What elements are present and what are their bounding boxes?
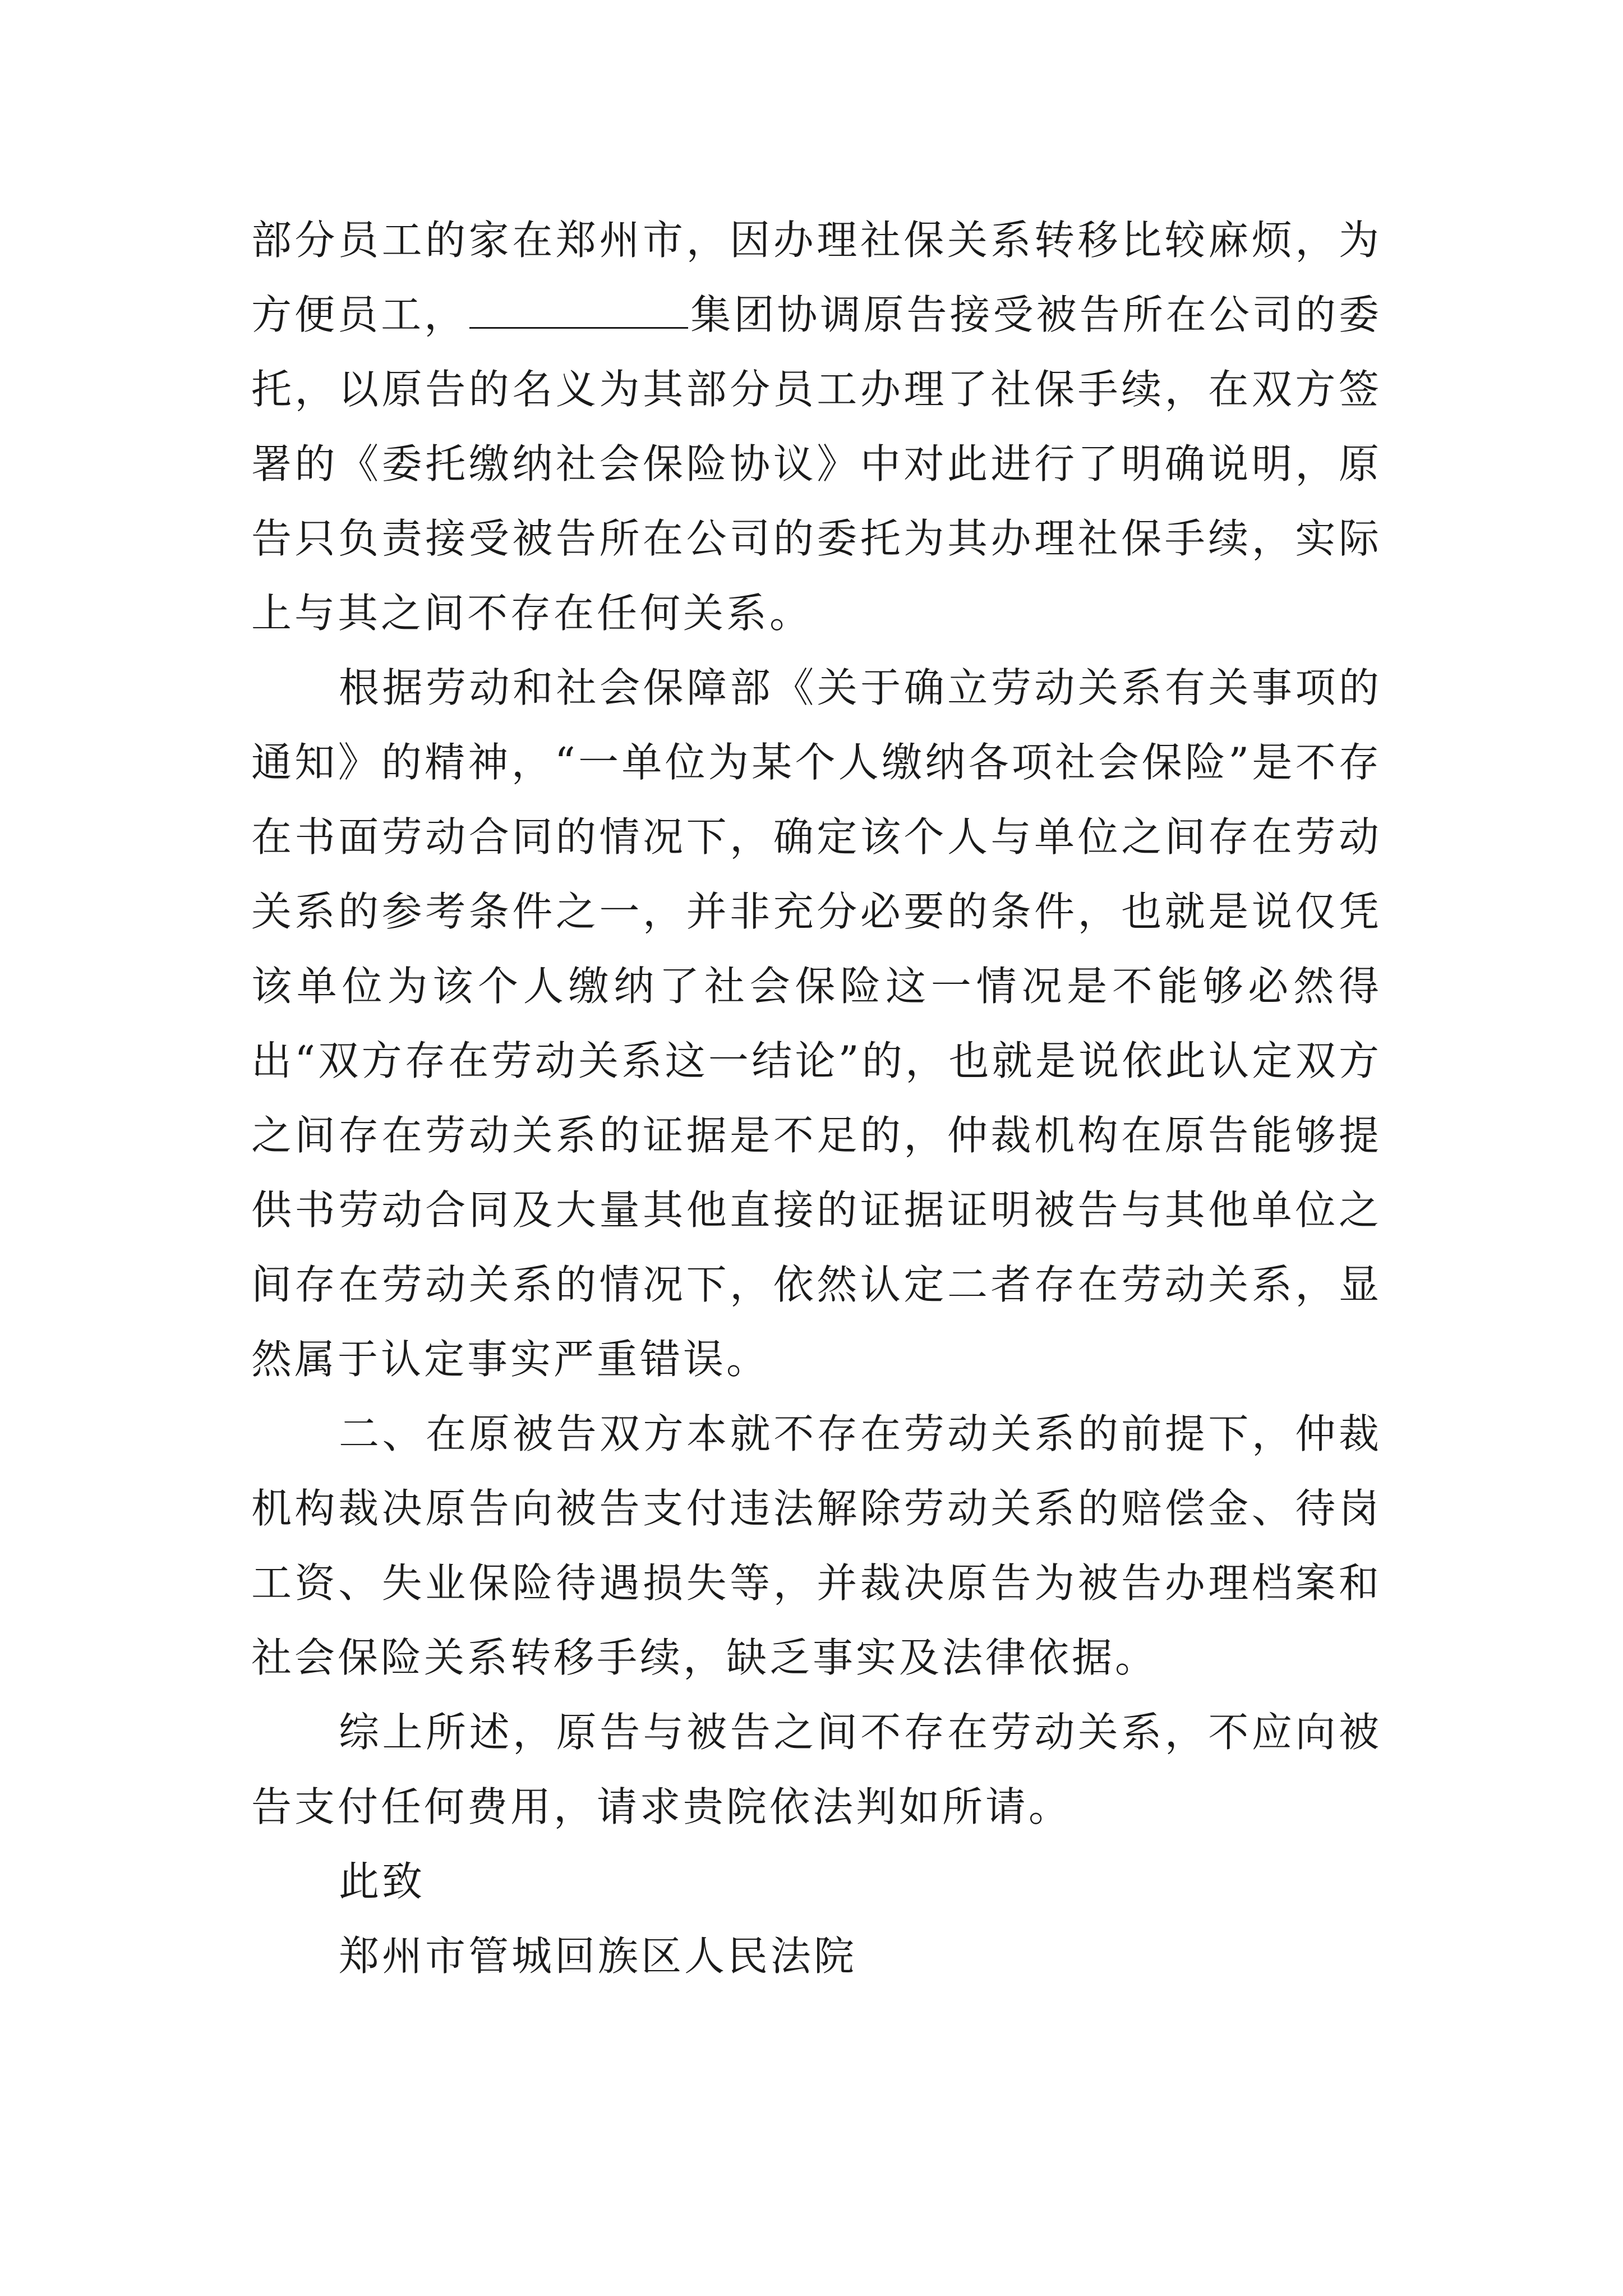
paragraph-conclusion: 综上所述，原告与被告之间不存在劳动关系，不应向被告支付任何费用，请求贵院依法判如所请。 (251, 1709, 1382, 1830)
paragraph-text: 部分员工的家在郑州市，因办理社保关系转移比较麻烦，为方便员工， (251, 217, 1382, 338)
paragraph-social-insurance-background (251, 203, 1382, 651)
paragraph-point-two: 二、在原被告双方本就不存在劳动关系的前提下，仲裁机构裁决原告向被告支付违法解除劳动关系的赔偿金、待岗工资、失业保险待遇损失等，并裁决原告为被告办理档案和社会保险关系转移手续，缺乏事实及法律依据。 (251, 1410, 1382, 1681)
recipient-court: 郑州市管城回族区人民法院 (339, 1932, 857, 1980)
paragraph-text: 集团协调原告接受被告所在公司的委托，以原告的名义为其部分员工办理了社保手续，在双方签署的《委托缴纳社会保险协议》中对此进行了明确说明，原告只负责接受被告所在公司的委托为其办理社保手续，实际上与其之间不存在任何关系。 (251, 291, 1382, 637)
document-page (251, 203, 1382, 1994)
closing-salutation: 此致 (339, 1858, 426, 1905)
redacted-blank-line (469, 325, 688, 329)
paragraph-legal-basis: 根据劳动和社会保障部《关于确立劳动关系有关事项的通知》的精神，“一单位为某个人缴纳各项社会保险”是不存在书面劳动合同的情况下，确定该个人与单位之间存在劳动关系的参考条件之一，并非充分必要的条件，也就是说仅凭该单位为该个人缴纳了社会保险这一情况是不能够必然得出“双方存在劳动关系这一结论”的，也就是说依此认定双方之间存在劳动关系的证据是不足的，仲裁机构在原告能够提供书劳动合同及大量其他直接的证据证明被告与其他单位之间存在劳动关系的情况下，依然认定二者存在劳动关系，显然属于认定事实严重错误。 (251, 664, 1382, 1383)
